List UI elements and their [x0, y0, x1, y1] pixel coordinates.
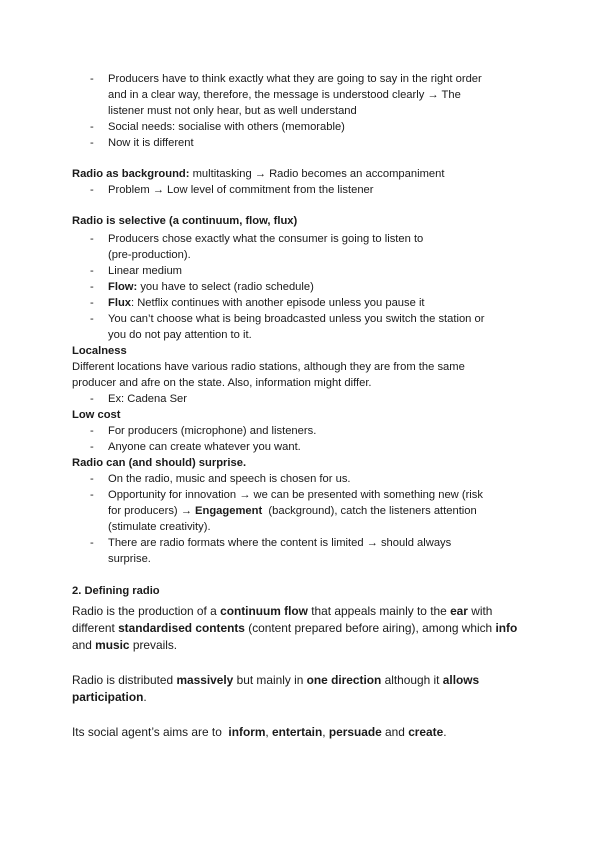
- bullet-dash: -: [90, 425, 94, 437]
- list-item-text: Linear medium: [108, 265, 182, 277]
- engagement-term: Engagement: [195, 505, 263, 517]
- bold-term: one direction: [306, 673, 382, 687]
- list-item-text: Anyone can create whatever you want.: [108, 441, 301, 453]
- bullet-dash: -: [90, 441, 94, 453]
- text-run: with: [467, 604, 493, 618]
- bold-term: massively: [176, 673, 234, 687]
- text-run: and: [381, 725, 409, 739]
- text-run: although it: [381, 673, 443, 687]
- list-item-text: you do not pay attention to it.: [108, 329, 252, 341]
- text-run: Radio is distributed: [72, 673, 177, 687]
- bullet-dash: -: [90, 233, 94, 245]
- list-item-text: Social needs: socialise with others (memorable): [108, 121, 345, 133]
- bold-term: info: [495, 621, 518, 635]
- list-item-text: For producers (microphone) and listeners.: [108, 425, 317, 437]
- lowcost-heading: Low cost: [72, 409, 121, 421]
- text-run: ,: [322, 725, 329, 739]
- text-run: (background), catch the listeners attention: [262, 505, 477, 517]
- list-item-text: listener must not only hear, but as well understand: [108, 105, 357, 117]
- list-item-text: and in a clear way, therefore, the message is understood clearly → The: [108, 89, 461, 101]
- list-item-text: On the radio, music and speech is chosen for us.: [108, 473, 351, 485]
- flow-term: Flow:: [108, 281, 138, 293]
- list-item-text: (stimulate creativity).: [108, 521, 211, 533]
- list-item-text: surprise.: [108, 553, 151, 565]
- flux-term: Flux: [108, 297, 131, 309]
- text-run: for producers) →: [108, 505, 196, 517]
- list-item-text: Now it is different: [108, 137, 194, 149]
- localness-heading: Localness: [72, 345, 127, 357]
- bullet-dash: -: [90, 393, 94, 405]
- definition-paragraph: [72, 603, 492, 620]
- aims-paragraph: [72, 724, 447, 741]
- text-run: and: [72, 638, 96, 652]
- text-run: prevails.: [129, 638, 178, 652]
- list-item-text: Ex: Cadena Ser: [108, 393, 187, 405]
- definition-paragraph: [72, 637, 177, 654]
- list-item-text: Producers chose exactly what the consumer is going to listen to: [108, 233, 424, 245]
- text-run: but mainly in: [233, 673, 307, 687]
- bullet-dash: -: [90, 73, 94, 85]
- list-item-text: [108, 296, 425, 312]
- bold-term: continuum flow: [220, 604, 308, 618]
- list-item-text: Opportunity for innovation → we can be presented with something new (risk: [108, 489, 483, 501]
- bold-term: music: [95, 638, 130, 652]
- text-run: .: [443, 725, 447, 739]
- bullet-dash: -: [90, 473, 94, 485]
- defining-heading: 2. Defining radio: [72, 585, 160, 597]
- bold-term: allows: [442, 673, 480, 687]
- list-item-text: There are radio formats where the content is limited → should always: [108, 537, 452, 549]
- bold-term: create: [408, 725, 444, 739]
- text-run: that appeals mainly to the: [307, 604, 451, 618]
- bold-term: ear: [450, 604, 468, 618]
- list-item-text: (pre-production).: [108, 249, 191, 261]
- list-item-text: You can’t choose what is being broadcasted unless you switch the station or: [108, 313, 485, 325]
- selective-heading: Radio is selective (a continuum, flow, flux): [72, 215, 298, 227]
- bullet-dash: -: [90, 184, 94, 196]
- text-run: .: [143, 690, 147, 704]
- list-item-text: Problem → Low level of commitment from the listener: [108, 184, 374, 196]
- background-heading-rest: multitasking → Radio becomes an accompaniment: [189, 168, 445, 180]
- list-item-text: Producers have to think exactly what they are going to say in the right order: [108, 73, 482, 85]
- background-heading: Radio as background:: [72, 168, 190, 180]
- text-run: Its social agent’s aims are to: [72, 725, 229, 739]
- bullet-dash: -: [90, 313, 94, 325]
- distribution-paragraph: [72, 672, 479, 689]
- localness-paragraph: Different locations have various radio stations, although they are from the same: [72, 361, 465, 373]
- flow-definition: you have to select (radio schedule): [137, 281, 314, 293]
- bold-term: inform: [228, 725, 266, 739]
- bullet-dash: -: [90, 137, 94, 149]
- bold-term: persuade: [328, 725, 382, 739]
- bullet-dash: -: [90, 121, 94, 133]
- text-run: ,: [265, 725, 273, 739]
- bullet-dash: -: [90, 281, 94, 293]
- text-run: different: [72, 621, 119, 635]
- bullet-dash: -: [90, 297, 94, 309]
- bullet-dash: -: [90, 537, 94, 549]
- list-item-text: [108, 504, 477, 520]
- flux-definition: : Netflix continues with another episode unless you pause it: [131, 297, 425, 309]
- distribution-paragraph: [72, 689, 147, 706]
- surprise-heading: Radio can (and should) surprise.: [72, 457, 247, 469]
- bullet-dash: -: [90, 265, 94, 277]
- bold-term: participation: [72, 690, 144, 704]
- definition-paragraph: [72, 620, 517, 637]
- bold-term: entertain: [272, 725, 323, 739]
- localness-paragraph: producer and afre on the state. Also, information might differ.: [72, 377, 372, 389]
- text-run: (content prepared before airing), among which: [244, 621, 496, 635]
- bullet-dash: -: [90, 489, 94, 501]
- list-item-text: [108, 280, 314, 296]
- text-run: Radio is the production of a: [72, 604, 221, 618]
- bold-term: standardised contents: [118, 621, 245, 635]
